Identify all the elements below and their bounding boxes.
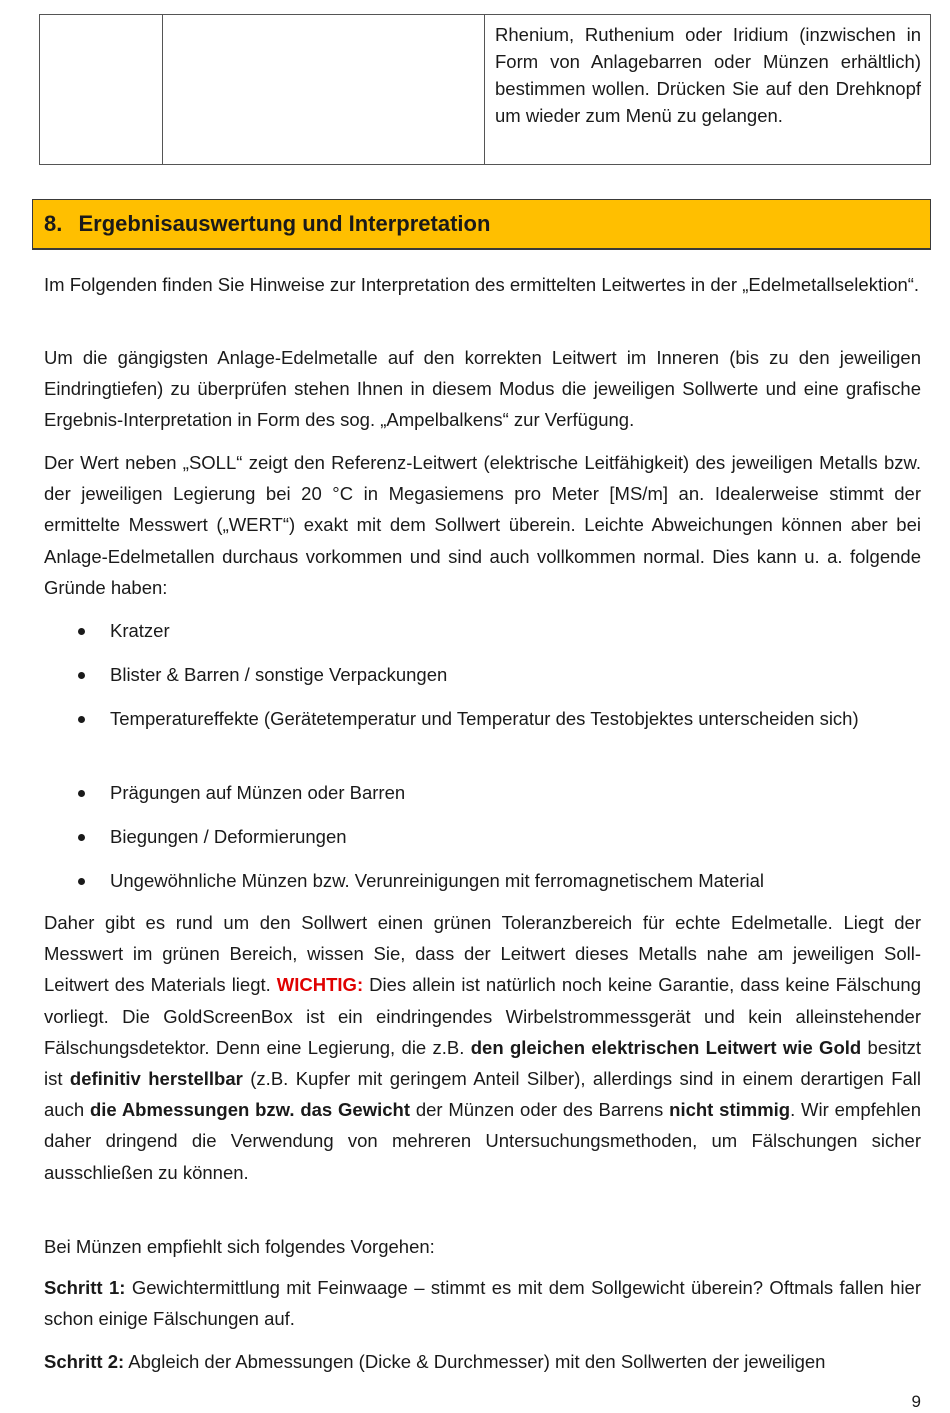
list-item: Kratzer: [44, 615, 921, 646]
intro-paragraph: Im Folgenden finden Sie Hinweise zur Interpretation des ermittelten Leitwertes in der „Edelmetallselektion“.: [44, 274, 920, 295]
warning-label: WICHTIG:: [276, 974, 364, 996]
paragraph-soll-value: Der Wert neben „SOLL“ zeigt den Referenz-Leitwert (elektrische Leitfähigkeit) des jeweiligen Metalls bzw. der jeweiligen Legierung bei 20 °C in Megasiemens pro Meter [MS/m] an. Idealerweise stimmt der ermittelte Messwert („WERT“) exakt mit dem Sollwert überein. Leichte Abweichungen können aber bei Anlage-Edelmetallen durchaus vorkommen und sind auch vollkommen normal. Dies kann u. a. folgende Gründe haben:: [44, 452, 921, 598]
section-title: Ergebnisauswertung und Interpretation: [78, 211, 491, 236]
bullet-icon: [78, 790, 85, 797]
step-2: Schritt 2: Abgleich der Abmessungen (Dicke & Durchmesser) mit den Sollwerten der jeweiligen: [44, 1351, 826, 1372]
page-number: 9: [911, 1392, 921, 1411]
paragraph-target-values: Um die gängigsten Anlage-Edelmetalle auf den korrekten Leitwert im Inneren (bis zu den jeweiligen Eindringtiefen) zu überprüfen stehen Ihnen in diesem Modus die jeweiligen Sollwerte und eine grafische Ergebnis-Interpretation in Form des sog. „Ampelbalkens“ zur Verfügung.: [44, 347, 921, 431]
step-2-label: Schritt 2:: [44, 1351, 125, 1372]
bullet-icon: [78, 672, 85, 679]
list-item: Ungewöhnliche Münzen bzw. Verunreinigungen mit ferromagnetischem Material: [44, 865, 921, 896]
list-item: Prägungen auf Münzen oder Barren: [44, 777, 921, 808]
step-1-label: Schritt 1:: [44, 1277, 126, 1298]
bullet-icon: [78, 716, 85, 723]
paragraph-coin-procedure: Bei Münzen empfiehlt sich folgendes Vorgehen:: [44, 1236, 435, 1257]
table-cell-empty-1: [40, 15, 163, 164]
table-cell-description: Rhenium, Ruthenium oder Iridium (inzwischen in Form von Anlagebarren oder Münzen erhältlich) bestimmen wollen. Drücken Sie auf den Drehknopf um wieder zum Menü zu gelangen.: [495, 24, 921, 126]
bullet-icon: [78, 628, 85, 635]
table-cell-empty-2: [163, 15, 485, 164]
section-heading: [32, 199, 931, 250]
list-item: Biegungen / Deformierungen: [44, 821, 921, 852]
paragraph-tolerance-warning: Daher gibt es rund um den Sollwert einen grünen Toleranzbereich für echte Edelmetalle. Liegt der Messwert im grünen Bereich, wissen Sie, dass der Leitwert dieses Metalls nahe am jeweiligen Soll-Leitwert des Materials liegt. WICHTIG: Dies allein ist natürlich noch keine Garantie, dass keine Fälschung vorliegt. Die GoldScreenBox ist ein eindringendes Wirbelstrommessgerät und kein alleinstehender Fälschungsdetektor. Denn eine Legierung, die z.B. den gleichen elektrischen Leitwert wie Gold besitzt ist definitiv herstellbar (z.B. Kupfer mit geringem Anteil Silber), allerdings sind in einem derartigen Fall auch die Abmessungen bzw. das Gewicht der Münzen oder des Barrens nicht stimmig. Wir empfehlen daher dringend die Verwendung von mehreren Untersuchungsmethoden, um Fälschungen sicher ausschließen zu können.: [44, 912, 922, 1183]
list-item: Blister & Barren / sonstige Verpackungen: [44, 659, 921, 690]
bullet-icon: [78, 878, 85, 885]
step-1: Schritt 1: Gewichtermittlung mit Feinwaage – stimmt es mit dem Sollgewicht überein? Oftmals fallen hier schon einige Fälschungen auf.: [44, 1277, 922, 1330]
bullet-icon: [78, 834, 85, 841]
section-number: 8.: [44, 211, 63, 236]
continued-table: [39, 14, 931, 165]
list-item: Temperatureffekte (Gerätetemperatur und Temperatur des Testobjektes unterscheiden sich): [44, 703, 921, 734]
